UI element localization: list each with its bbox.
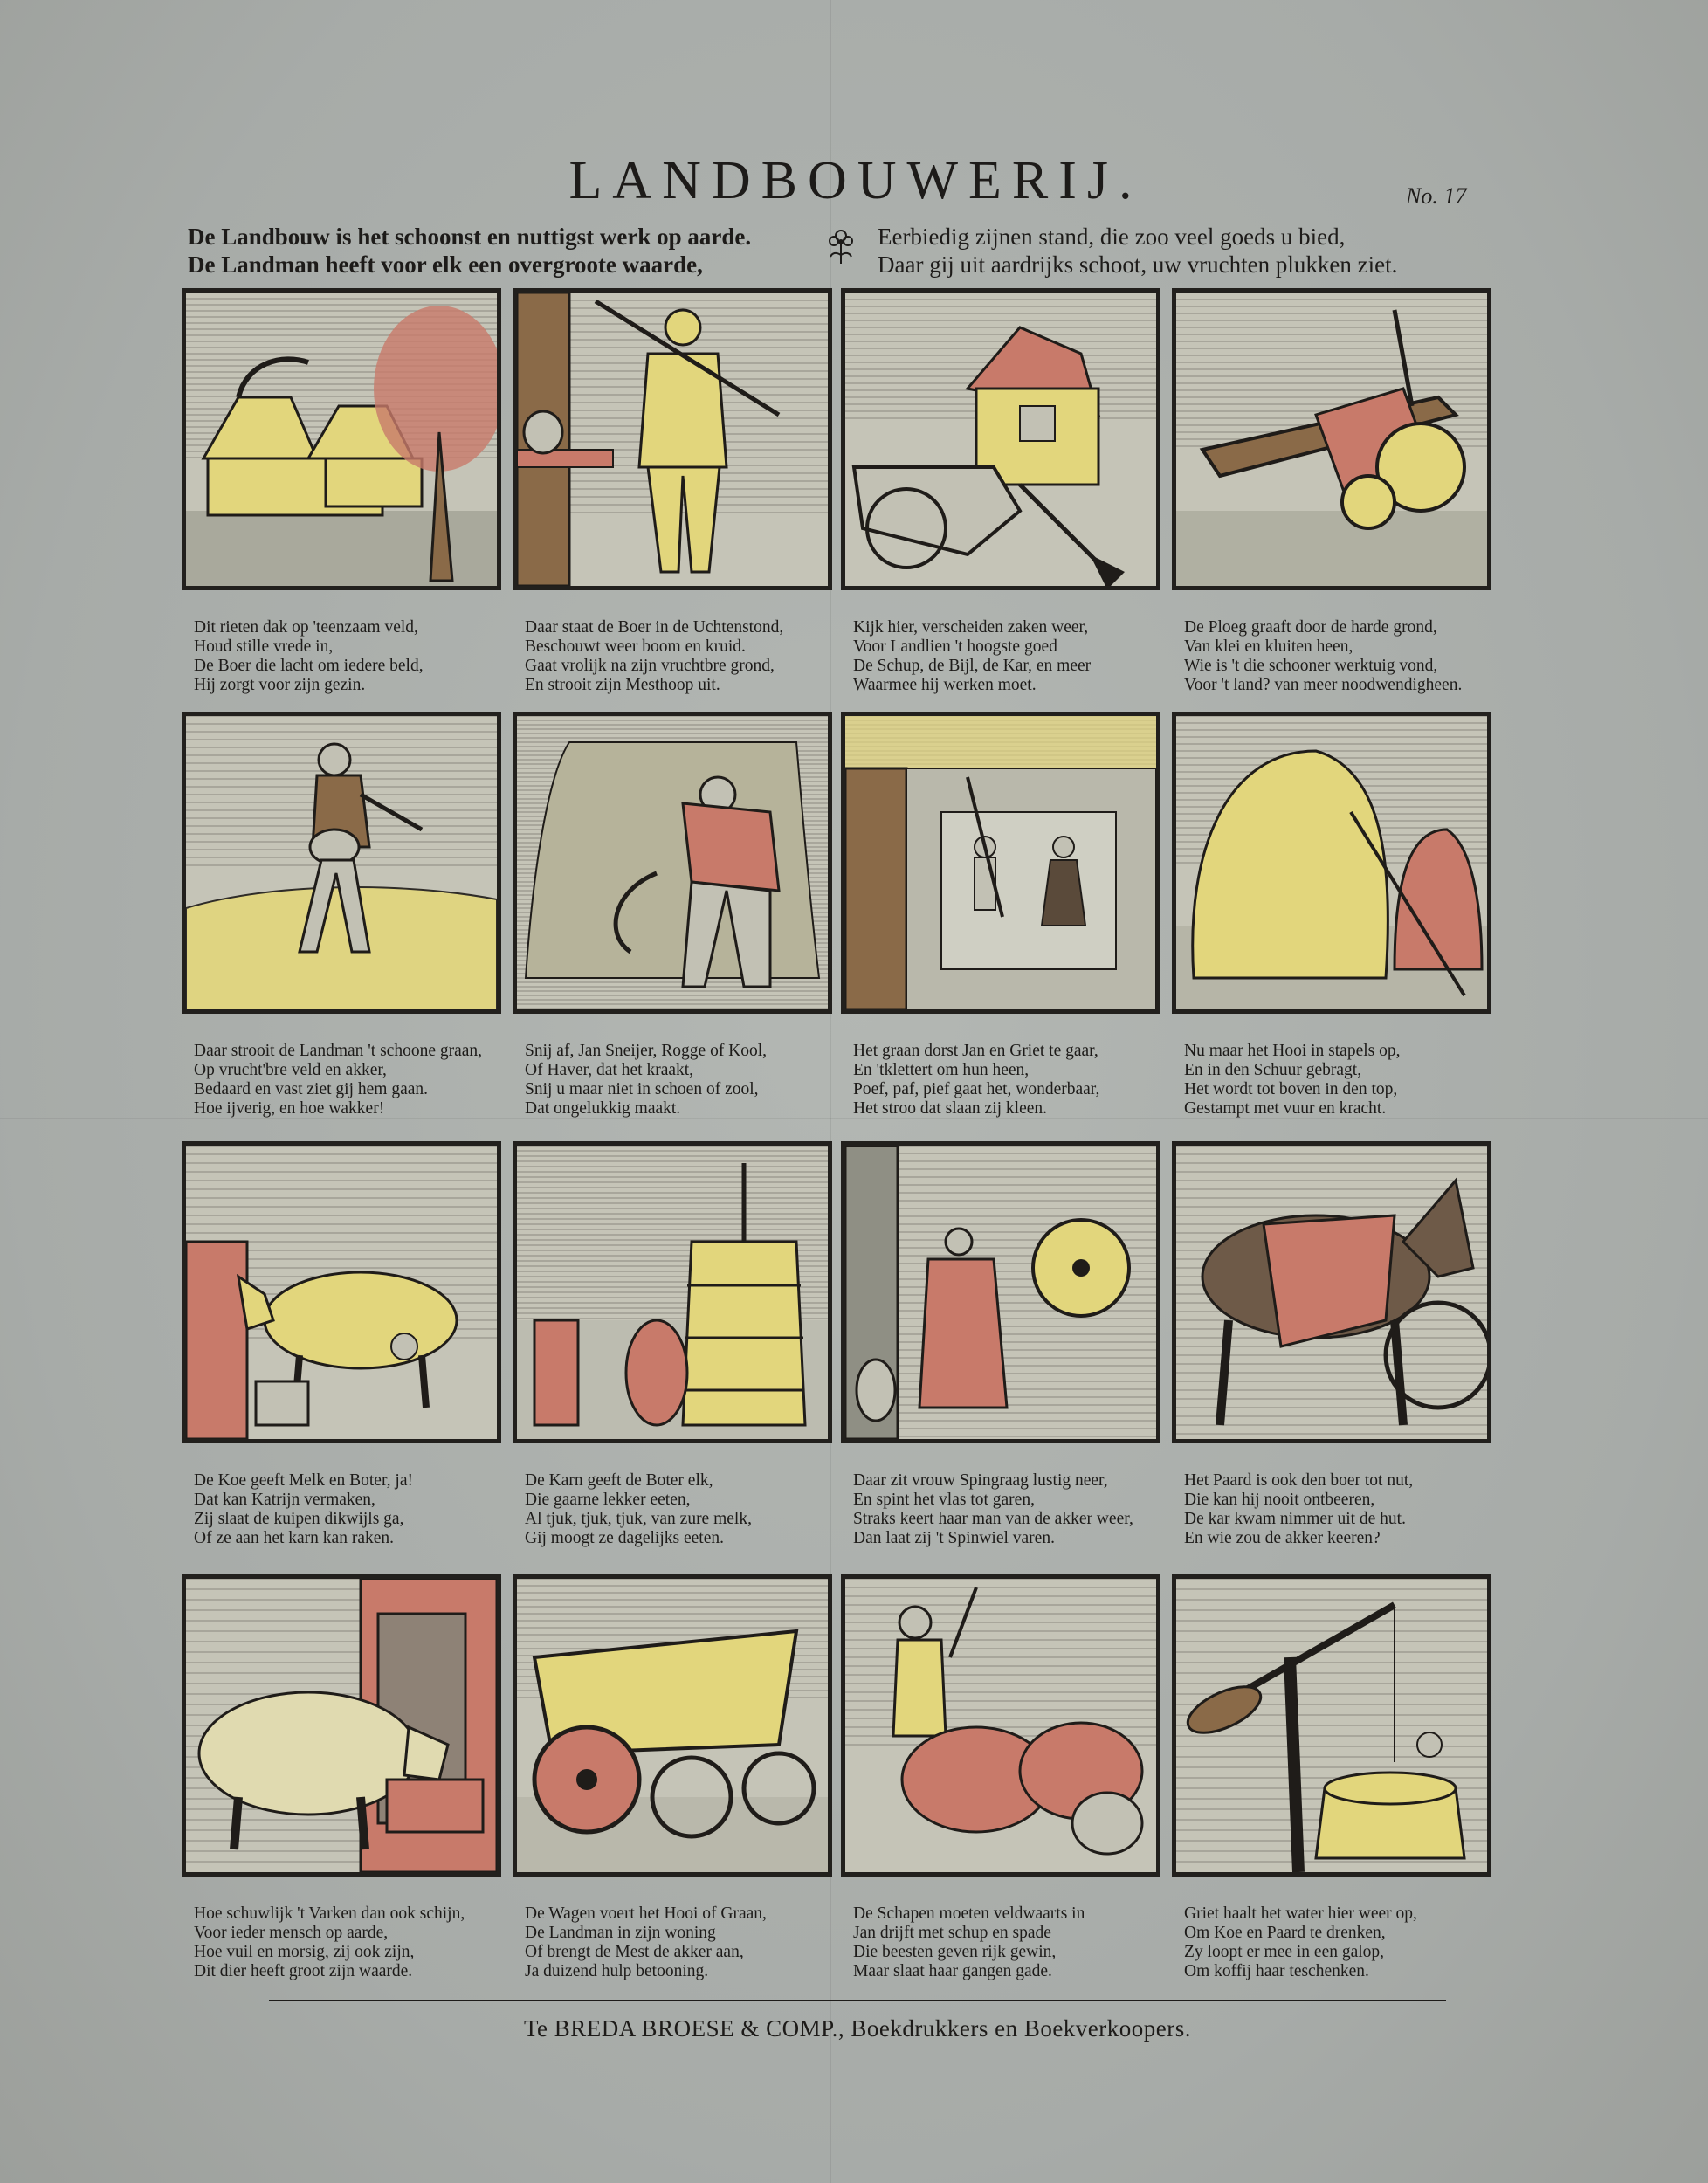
threshing-scene-woodcut [841,712,1160,1014]
page-title: LANDBOUWERIJ. [568,151,1143,210]
well-scene-woodcut [1172,1574,1491,1877]
caption-line: Die beesten geven rijk gewin, [853,1943,1057,1961]
caption-line: Hoe ijverig, en hoe wakker! [194,1099,385,1118]
milking-cow-scene-woodcut [182,1141,501,1443]
caption-line: Houd stille vrede in, [194,637,334,656]
intro-line: Eerbiedig zijnen stand, die zoo veel goeds u bied, [878,224,1346,250]
caption-line: Poef, paf, pief gaat het, wonderbaar, [853,1080,1100,1098]
caption-line: Gaat vrolijk na zijn vruchtbre grond, [525,657,775,675]
caption-line: Voor 't land? van meer noodwendigheen. [1184,676,1463,694]
caption-line: Van klei en kluiten heen, [1184,637,1353,656]
caption-line: Hoe vuil en morsig, zij ook zijn, [194,1943,415,1961]
threshing-scene-illustration [845,716,1156,1009]
caption-line: Dat kan Katrijn vermaken, [194,1491,375,1509]
caption-line: Of ze aan het karn kan raken. [194,1529,395,1547]
caption-line: Het graan dorst Jan en Griet te gaar, [853,1042,1098,1060]
caption-line: Jan drijft met schup en spade [853,1924,1051,1942]
caption-line: Hij zorgt voor zijn gezin. [194,676,366,694]
caption-line: En spint het vlas tot garen, [853,1491,1035,1509]
footer-rule [269,2000,1446,2001]
intro-verse-left [188,223,751,279]
butter-churn-scene-woodcut [513,1141,832,1443]
panel-caption [525,1471,892,1548]
panel-caption [194,1904,561,1981]
hay-wagon-scene-illustration [517,1579,828,1872]
caption-line: Dit rieten dak op 'teenzaam veld, [194,618,418,637]
caption-line: Daar staat de Boer in de Uchtenstond, [525,618,784,637]
panel-caption [853,1471,1220,1548]
farmer-with-rooster-scene-woodcut [513,288,832,590]
caption-line: Beschouwt weer boom en kruid. [525,637,746,656]
pig-scene-illustration [186,1579,497,1872]
caption-line: En wie zou de akker keeren? [1184,1529,1381,1547]
caption-line: De Schup, de Bijl, de Kar, en meer [853,657,1092,675]
caption-line: Al tjuk, tjuk, tjuk, van zure melk, [525,1510,752,1528]
panel-caption [525,1904,892,1981]
caption-line: De Karn geeft de Boter elk, [525,1471,713,1490]
barn-tools-scene-illustration [845,293,1156,586]
spinning-wheel-scene-woodcut [841,1141,1160,1443]
horse-cart-scene-woodcut [1172,1141,1491,1443]
milking-cow-scene-illustration [186,1146,497,1439]
caption-line: Nu maar het Hooi in stapels op, [1184,1042,1401,1060]
farmer-with-rooster-scene-illustration [517,293,828,586]
caption-line: Wie is 't die schooner werktuig vond, [1184,657,1438,675]
caption-line: Zy loopt er mee in een galop, [1184,1943,1385,1961]
caption-line: Om Koe en Paard te drenken, [1184,1924,1386,1942]
farmhouse-scene-woodcut [182,288,501,590]
intro-line: De Landbouw is het schoonst en nuttigst werk op aarde. [188,224,752,250]
caption-line: Snij u maar niet in schoen of zool, [525,1080,759,1098]
panel-caption [194,618,561,695]
butter-churn-scene-illustration [517,1146,828,1439]
caption-line: Of brengt de Mest de akker aan, [525,1943,744,1961]
caption-line: Om koffij haar teschenken. [1184,1962,1369,1980]
barn-tools-scene-woodcut [841,288,1160,590]
plough-scene-illustration [1176,293,1487,586]
caption-line: Straks keert haar man van de akker weer, [853,1510,1133,1528]
reaper-scene-illustration [517,716,828,1009]
farmhouse-scene-illustration [186,293,497,586]
panel-caption [853,1904,1220,1981]
caption-line: Het stroo dat slaan zij kleen. [853,1099,1048,1118]
intro-line: Daar gij uit aardrijks schoot, uw vruchten plukken ziet. [878,251,1398,278]
caption-line: De Wagen voert het Hooi of Graan, [525,1904,767,1923]
intro-verse-right [878,223,1397,279]
caption-line: Op vrucht'bre veld en akker, [194,1061,387,1079]
caption-line: Dan laat zij 't Spinwiel varen. [853,1529,1055,1547]
sheet-number: No. 17 [1406,183,1467,209]
panel-caption [525,1042,892,1119]
caption-line: En in den Schuur gebragt, [1184,1061,1362,1079]
caption-line: Snij af, Jan Sneijer, Rogge of Kool, [525,1042,768,1060]
caption-line: Gestampt met vuur en kracht. [1184,1099,1387,1118]
caption-line: Maar slaat haar gangen gade. [853,1962,1052,1980]
caption-line: De kar kwam nimmer uit de hut. [1184,1510,1406,1528]
caption-line: Hoe schuwlijk 't Varken dan ook schijn, [194,1904,465,1923]
panel-caption [853,1042,1220,1119]
panel-caption [194,1042,561,1119]
horse-cart-scene-illustration [1176,1146,1487,1439]
caption-line: Die kan hij nooit ontbeeren, [1184,1491,1375,1509]
caption-line: Voor Landlien 't hoogste goed [853,637,1057,656]
caption-line: Het Paard is ook den boer tot nut, [1184,1471,1414,1490]
caption-line: En strooit zijn Mesthoop uit. [525,676,720,694]
caption-line: Ja duizend hulp betooning. [525,1962,709,1980]
flower-ornament-icon [823,225,858,267]
reaper-scene-woodcut [513,712,832,1014]
intro-line: De Landman heeft voor elk een overgroote waarde, [188,251,703,278]
caption-line: Daar zit vrouw Spingraag lustig neer, [853,1471,1108,1490]
caption-line: Of Haver, dat het kraakt, [525,1061,694,1079]
caption-line: Griet haalt het water hier weer op, [1184,1904,1417,1923]
sower-scene-illustration [186,716,497,1009]
panel-caption [853,618,1220,695]
caption-line: Daar strooit de Landman 't schoone graan, [194,1042,483,1060]
sower-scene-woodcut [182,712,501,1014]
printer-imprint: Te BREDA BROESE & COMP., Boekdrukkers en Boekverkoopers. [523,2015,1192,2042]
caption-line: De Boer die lacht om iedere beld, [194,657,424,675]
caption-line: De Schapen moeten veldwaarts in [853,1904,1085,1923]
caption-line: Dit dier heeft groot zijn waarde. [194,1962,413,1980]
spinning-wheel-scene-illustration [845,1146,1156,1439]
panel-caption [1184,1904,1551,1981]
caption-line: En 'tklettert om hun heen, [853,1061,1030,1079]
well-scene-illustration [1176,1579,1487,1872]
panel-caption [525,618,892,695]
caption-line: Zij slaat de kuipen dikwijls ga, [194,1510,404,1528]
caption-line: Het wordt tot boven in den top, [1184,1080,1398,1098]
panel-caption [194,1471,561,1548]
panel-caption [1184,1471,1551,1548]
hay-wagon-scene-woodcut [513,1574,832,1877]
caption-line: Kijk hier, verscheiden zaken weer, [853,618,1089,637]
caption-line: Voor ieder mensch op aarde, [194,1924,389,1942]
haystack-scene-illustration [1176,716,1487,1009]
shepherd-sheep-scene-woodcut [841,1574,1160,1877]
caption-line: De Ploeg graaft door de harde grond, [1184,618,1437,637]
caption-line: De Koe geeft Melk en Boter, ja! [194,1471,413,1490]
caption-line: De Landman in zijn woning [525,1924,716,1942]
shepherd-sheep-scene-illustration [845,1579,1156,1872]
caption-line: Dat ongelukkig maakt. [525,1099,681,1118]
panel-caption [1184,618,1551,695]
plough-scene-woodcut [1172,288,1491,590]
caption-line: Bedaard en vast ziet gij hem gaan. [194,1080,429,1098]
haystack-scene-woodcut [1172,712,1491,1014]
pig-scene-woodcut [182,1574,501,1877]
caption-line: Gij moogt ze dagelijks eeten. [525,1529,724,1547]
panel-caption [1184,1042,1551,1119]
caption-line: Waarmee hij werken moet. [853,676,1037,694]
caption-line: Die gaarne lekker eeten, [525,1491,691,1509]
